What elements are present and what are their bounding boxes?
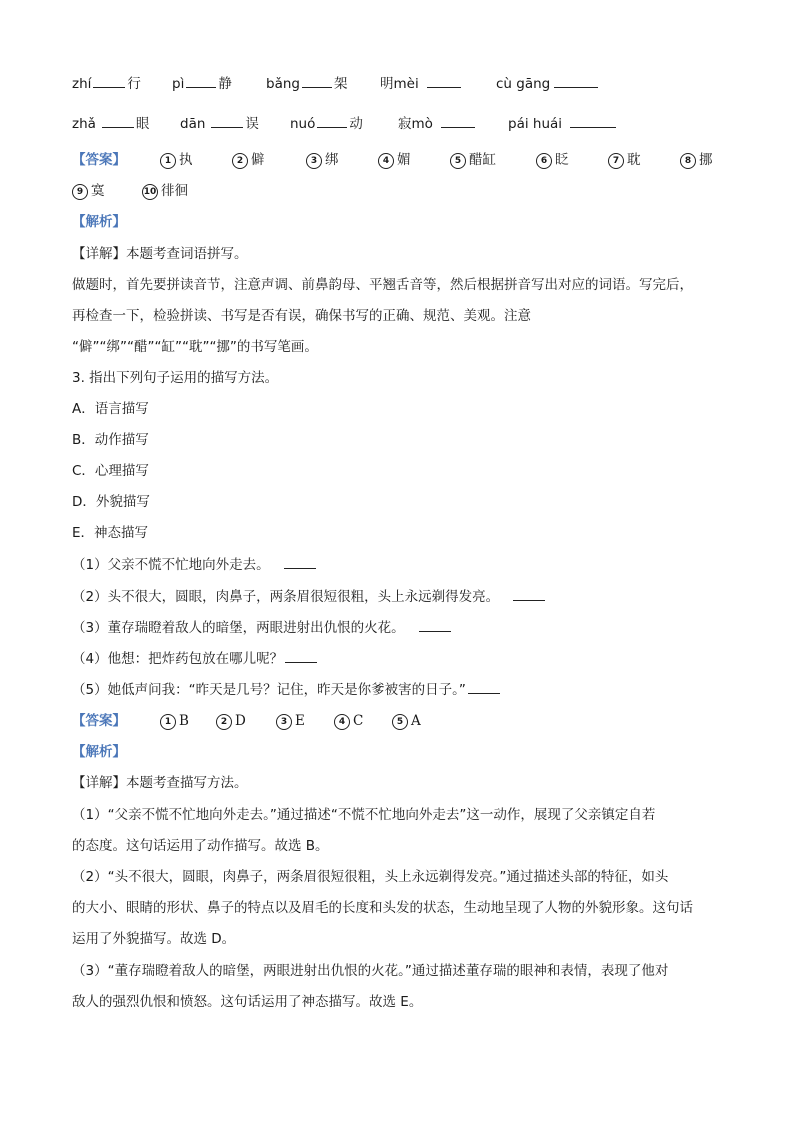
circled-number: 3 (306, 153, 322, 169)
sentence-item: （5）她低声问我：“昨天是几号？记住，昨天是你爹被害的日子。” (72, 680, 502, 700)
answer-item: 7 耽 (608, 150, 641, 170)
word-part: 行 (127, 76, 141, 92)
circled-number: 4 (334, 714, 350, 730)
answer-item: 5 A (392, 711, 421, 731)
question-title: 3. 指出下列句子运用的描写方法。 (72, 370, 279, 386)
analysis-tag: 【解析】 (72, 744, 126, 760)
detail-line: 【详解】本题考查描写方法。 (72, 775, 248, 791)
q3-answer-row (72, 711, 421, 731)
detail-line: 【详解】本题考查词语拼写。 (72, 246, 248, 262)
circled-number: 1 (160, 153, 176, 169)
answer-blank[interactable] (468, 681, 500, 694)
answer-item: 8 挪 (680, 150, 713, 170)
paragraph-line: “僻”“绑”“醋”“缸”“耽”“挪”的书写笔画。 (72, 339, 318, 355)
answer-item: 3 绑 (306, 150, 339, 170)
answer-item: 2 僻 (232, 150, 265, 170)
word-part: 架 (333, 76, 348, 92)
paragraph-line: 做题时，首先要拼读音节，注意声调、前鼻韵母、平翘舌音等，然后根据拼音写出对应的词语。写完后， (72, 277, 693, 293)
explanation-line: （1）“父亲不慌不忙地向外走去。”通过描述“不慌不忙地向外走去”这一动作，展现了父亲镇定自若 (72, 807, 656, 823)
sentence-item: （4）他想：把炸药包放在哪儿呢？ (72, 649, 319, 669)
pinyin: nuó (290, 116, 316, 132)
word-part: 静 (218, 76, 232, 92)
circled-number: 2 (216, 714, 232, 730)
pinyin: dān (180, 116, 206, 132)
analysis-tag: 【解析】 (72, 214, 126, 230)
option-e: E．神态描写 (72, 525, 149, 541)
answer-blank[interactable] (284, 556, 316, 569)
pinyin: zhǎ (72, 116, 96, 132)
sentence-item: （3）董存瑞瞪着敌人的暗堡，两眼进射出仇恨的火花。 (72, 618, 453, 638)
pinyin: pì (172, 76, 185, 92)
answer-tag: 【答案】 (72, 713, 126, 729)
pinyin: 明mèi (380, 76, 419, 92)
answer-blank[interactable] (419, 619, 451, 632)
answer-blank[interactable] (427, 75, 461, 88)
circled-number: 7 (608, 153, 624, 169)
answer-item: 4 媚 (378, 150, 411, 170)
circled-number: 3 (276, 714, 292, 730)
answer-item: 1 B (160, 711, 189, 731)
circled-number: 8 (680, 153, 696, 169)
answer-item: 3 E (276, 711, 305, 731)
answer-blank[interactable] (285, 650, 317, 663)
pinyin: 寂mò (398, 116, 433, 132)
answer-item: 4 C (334, 711, 363, 731)
answer-item: 6 眨 (536, 150, 569, 170)
explanation-line: 的大小、眼睛的形状、鼻子的特点以及眉毛的长度和头发的状态，生动地呈现了人物的外貌形象。这句话 (72, 900, 693, 916)
answer-blank[interactable] (211, 115, 243, 128)
answer-blank[interactable] (102, 115, 134, 128)
word-part: 动 (349, 116, 363, 132)
answer-tag: 【答案】 (72, 152, 126, 168)
explanation-line: 的态度。这句话运用了动作描写。故选 B。 (72, 838, 329, 854)
circled-number: 10 (142, 184, 158, 200)
explanation-line: （2）“头不很大，圆眼，肉鼻子，两条眉很短很粗，头上永远剃得发亮。”通过描述头部的特征，如头 (72, 869, 669, 885)
circled-number: 5 (450, 153, 466, 169)
explanation-line: 敌人的强烈仇恨和愤怒。这句话运用了神态描写。故选 E。 (72, 994, 423, 1010)
answer-blank[interactable] (570, 115, 616, 128)
word-part: 眼 (135, 116, 150, 132)
circled-number: 2 (232, 153, 248, 169)
paragraph-line: 再检查一下，检验拼读、书写是否有误，确保书写的正确、规范、美观。注意 (72, 308, 531, 324)
answer-blank[interactable] (93, 75, 125, 88)
circled-number: 6 (536, 153, 552, 169)
answer-blank[interactable] (186, 75, 216, 88)
answer-item: 2 D (216, 711, 246, 731)
circled-number: 5 (392, 714, 408, 730)
circled-number: 4 (378, 153, 394, 169)
answer-item: 9 寞 (72, 181, 105, 201)
answer-item: 10 徘徊 (143, 183, 188, 199)
circled-number: 1 (160, 714, 176, 730)
word-part: 误 (245, 116, 259, 132)
answer-blank[interactable] (317, 115, 347, 128)
pinyin: zhí (72, 76, 92, 92)
option-d: D．外貌描写 (72, 494, 150, 510)
answer-blank[interactable] (441, 115, 475, 128)
sentence-item: （1）父亲不慌不忙地向外走去。 (72, 555, 318, 575)
pinyin: pái huái (508, 116, 563, 132)
option-b: B．动作描写 (72, 432, 149, 448)
answer-blank[interactable] (554, 75, 598, 88)
explanation-line: （3）“董存瑞瞪着敌人的暗堡，两眼进射出仇恨的火花。”通过描述董存瑞的眼神和表情，表现了他对 (72, 963, 669, 979)
answer-item: 1 执 (160, 150, 193, 170)
explanation-line: 运用了外貌描写。故选 D。 (72, 931, 236, 947)
option-c: C．心理描写 (72, 463, 149, 479)
pinyin: bǎng (266, 76, 300, 92)
answer-blank[interactable] (513, 588, 545, 601)
answer-item: 5 醋缸 (450, 150, 496, 170)
circled-number: 9 (72, 184, 88, 200)
option-a: A．语言描写 (72, 401, 149, 417)
pinyin: cù gāng (496, 76, 551, 92)
q2-answer-row-1 (72, 150, 713, 170)
answer-blank[interactable] (302, 75, 332, 88)
sentence-item: （2）头不很大，圆眼，肉鼻子，两条眉很短很粗，头上永远剃得发亮。 (72, 587, 547, 607)
